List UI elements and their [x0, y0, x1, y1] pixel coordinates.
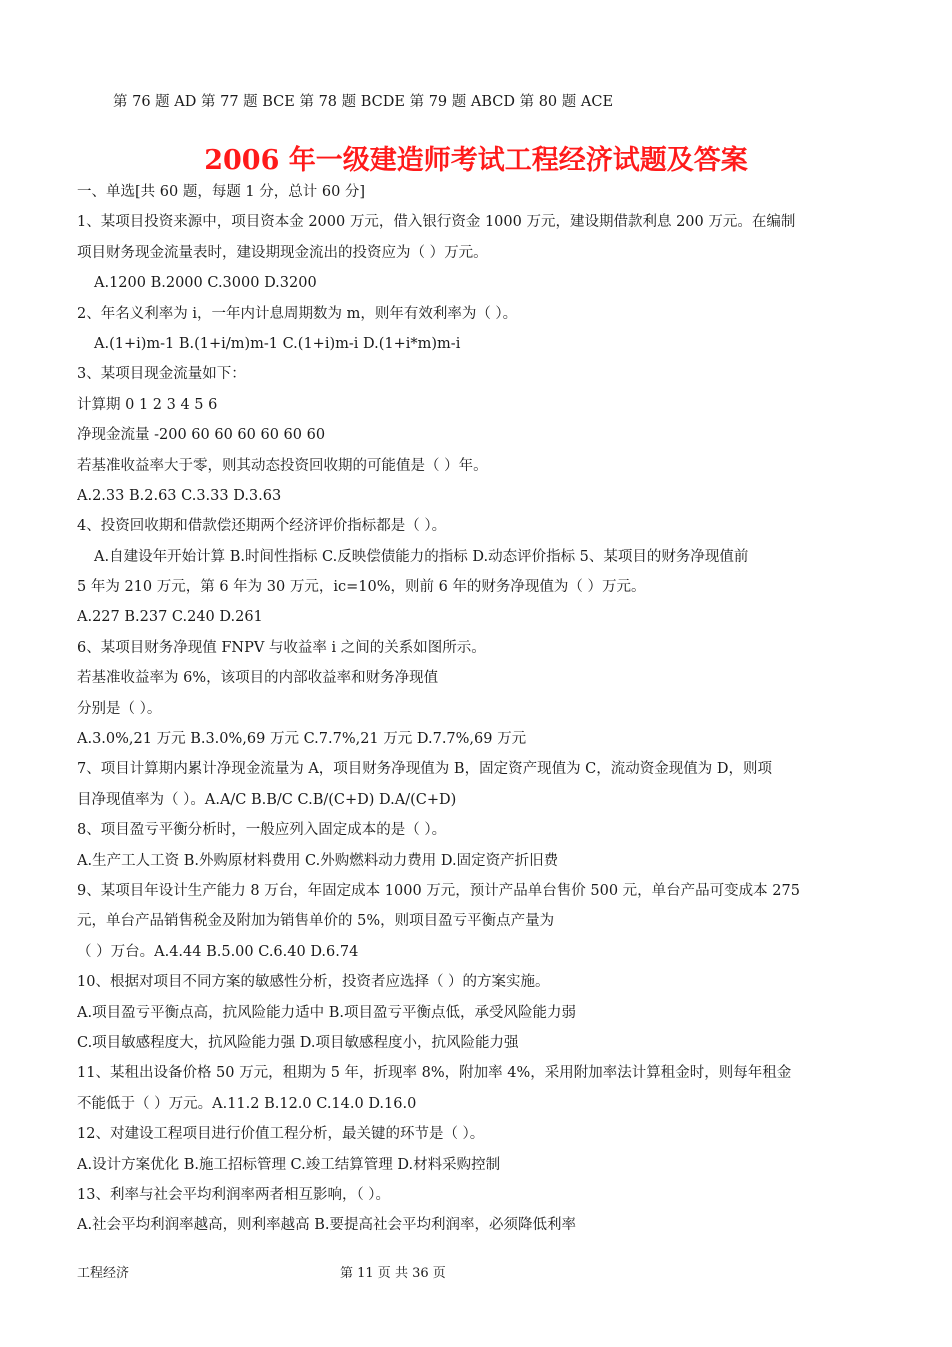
- options-line: A.设计方案优化 B.施工招标管理 C.竣工结算管理 D.材料采购控制: [77, 1156, 501, 1173]
- text-line: 11、某租出设备价格 50 万元，租期为 5 年，折现率 8%，附加率 4%，采用附加率法计算租金时，则每年租金: [77, 1065, 792, 1082]
- text-line: 10、根据对项目不同方案的敏感性分析，投资者应选择（ ）的方案实施。: [77, 974, 550, 991]
- options-line: A.(1+i)m-1 B.(1+i/m)m-1 C.(1+i)m-i D.(1+i*m)m-i: [94, 335, 461, 352]
- options-line: A.1200 B.2000 C.3000 D.3200: [94, 275, 317, 292]
- text-line: 12、对建设工程项目进行价值工程分析，最关键的环节是（ ）。: [77, 1126, 485, 1143]
- footer-subject: 工程经济: [77, 1266, 130, 1281]
- text-line: 元，单台产品销售税金及附加为销售单价的 5%，则项目盈亏平衡点产量为: [77, 913, 555, 930]
- text-line: （ ）万台。A.4.44 B.5.00 C.6.40 D.6.74: [77, 943, 359, 960]
- text-line: 9、某项目年设计生产能力 8 万台，年固定成本 1000 万元，预计产品单台售价 500 元，单台产品可变成本 275: [77, 882, 800, 899]
- question-body: [77, 177, 885, 1241]
- text-line: 8、项目盈亏平衡分析时，一般应列入固定成本的是（ ）。: [77, 822, 447, 839]
- text-line: 4、投资回收期和借款偿还期两个经济评价指标都是（ ）。: [77, 518, 447, 535]
- options-line: A.自建设年开始计算 B.时间性指标 C.反映偿债能力的指标 D.动态评价指标 5、某项目的财务净现值前: [94, 548, 749, 565]
- text-line: 1、某项目投资来源中，项目资本金 2000 万元，借入银行资金 1000 万元，建设期借款利息 200 万元。在编制: [77, 214, 796, 231]
- text-line: 分别是（ ）。: [77, 700, 162, 717]
- text-line: 净现金流量 -200 60 60 60 60 60 60: [77, 427, 326, 444]
- text-line: 5 年为 210 万元，第 6 年为 30 万元，ic=10%，则前 6 年的财务净现值为（ ）万元。: [77, 579, 646, 596]
- text-line: 13、利率与社会平均利润率两者相互影响，（ ）。: [77, 1186, 391, 1203]
- text-line: 项目财务现金流量表时，建设期现金流出的投资应为（ ）万元。: [77, 244, 488, 261]
- answer-key-line: 第 76 题 AD 第 77 题 BCE 第 78 题 BCDE 第 79 题 ABCD 第 80 题 ACE: [113, 94, 614, 110]
- footer-page-number: 第 11 页 共 36 页: [340, 1266, 446, 1281]
- text-line: 计算期 0 1 2 3 4 5 6: [77, 396, 218, 413]
- text-line: 若基准收益率为 6%，该项目的内部收益率和财务净现值: [77, 670, 439, 687]
- text-line: 3、某项目现金流量如下：: [77, 366, 246, 383]
- text-line: 2、年名义利率为 i，一年内计息周期数为 m，则年有效利率为（ ）。: [77, 305, 518, 322]
- text-line: 若基准收益率大于零，则其动态投资回收期的可能值是（ ）年。: [77, 457, 488, 474]
- text-line: 目净现值率为（ ）。A.A/C B.B/C C.B/(C+D) D.A/(C+D): [77, 791, 457, 808]
- text-line: 不能低于（ ）万元。A.11.2 B.12.0 C.14.0 D.16.0: [77, 1095, 417, 1112]
- options-line: C.项目敏感程度大，抗风险能力强 D.项目敏感程度小，抗风险能力强: [77, 1034, 519, 1051]
- text-line: 7、项目计算期内累计净现金流量为 A，项目财务净现值为 B，固定资产现值为 C，流动资金现值为 D，则项: [77, 761, 773, 778]
- options-line: A.227 B.237 C.240 D.261: [77, 609, 263, 626]
- options-line: A.2.33 B.2.63 C.3.33 D.3.63: [77, 487, 282, 504]
- page-title: 2006 年一级建造师考试工程经济试题及答案: [204, 145, 748, 176]
- text-line: 6、某项目财务净现值 FNPV 与收益率 i 之间的关系如图所示。: [77, 639, 486, 656]
- section-heading: 一、单选[共 60 题，每题 1 分，总计 60 分]: [77, 184, 366, 200]
- options-line: A.项目盈亏平衡点高，抗风险能力适中 B.项目盈亏平衡点低，承受风险能力弱: [77, 1004, 576, 1021]
- options-line: A.社会平均利润率越高，则利率越高 B.要提高社会平均利润率，必须降低利率: [77, 1217, 576, 1234]
- options-line: A.生产工人工资 B.外购原材料费用 C.外购燃料动力费用 D.固定资产折旧费: [77, 852, 559, 869]
- options-line: A.3.0%,21 万元 B.3.0%,69 万元 C.7.7%,21 万元 D.7.7%,69 万元: [77, 731, 527, 748]
